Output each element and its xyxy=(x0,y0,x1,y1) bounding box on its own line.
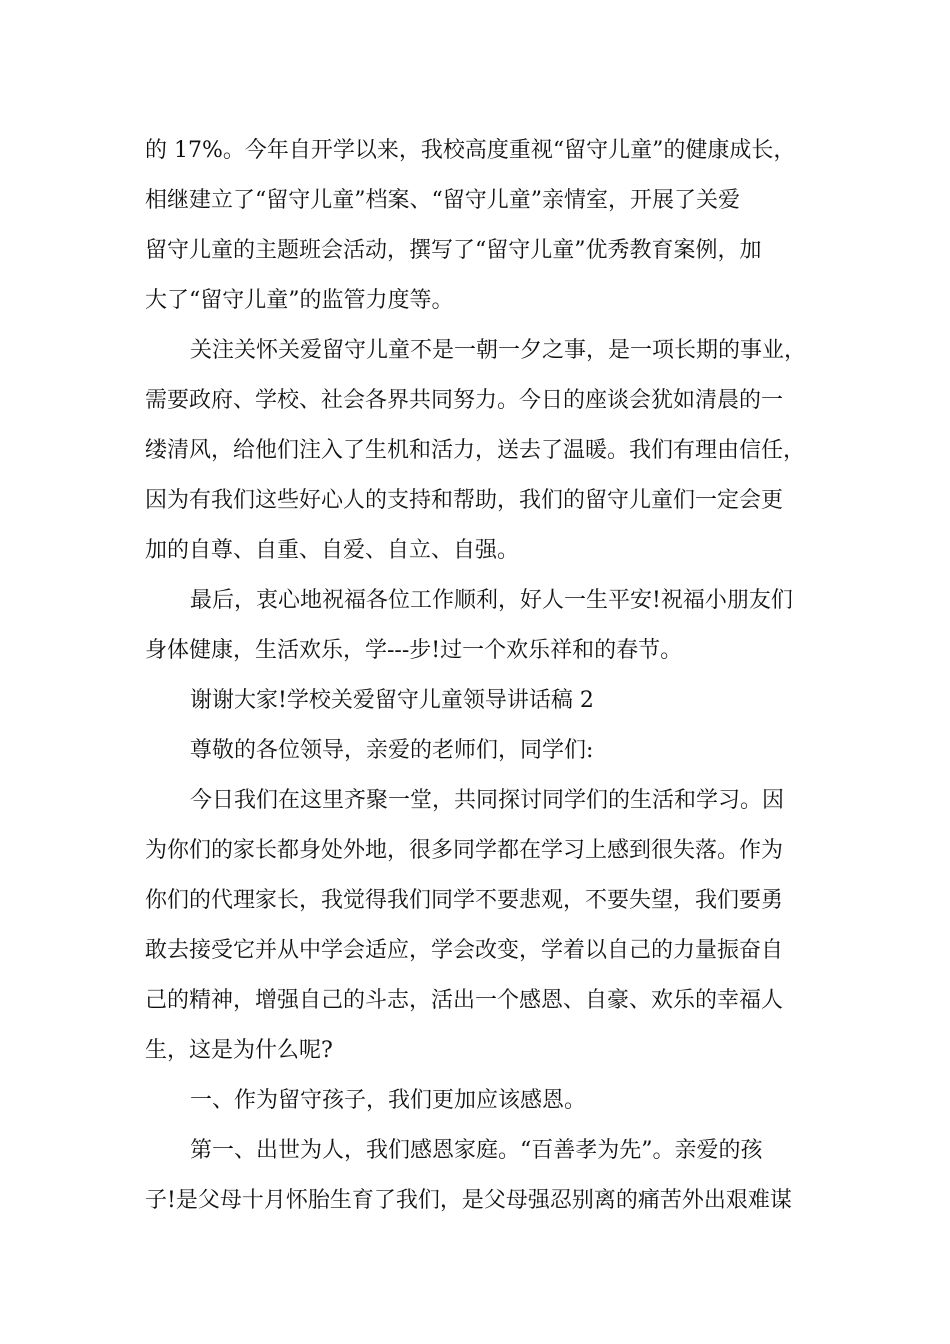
paragraph-2-line-1: 关注关怀关爱留守儿童不是一朝一夕之事，是一项长期的事业， xyxy=(190,338,807,363)
paragraph-4-line-1: 今日我们在这里齐聚一堂，共同探讨同学们的生活和学习。因 xyxy=(190,788,785,813)
closing-title: 谢谢大家!学校关爱留守儿童领导讲话稿 2 xyxy=(190,688,594,713)
paragraph-4-line-2: 为你们的家长都身处外地，很多同学都在学习上感到很失落。作为 xyxy=(145,838,784,863)
paragraph-4-line-5: 己的精神，增强自己的斗志，活出一个感恩、自豪、欢乐的幸福人 xyxy=(145,988,784,1013)
section-heading: 一、作为留守孩子，我们更加应该感恩。 xyxy=(190,1088,587,1113)
paragraph-1-line-4: 大了“留守儿童”的监管力度等。 xyxy=(145,288,454,313)
paragraph-3-line-1: 最后，衷心地祝福各位工作顺利，好人一生平安!祝福小朋友们 xyxy=(190,588,793,613)
paragraph-1-line-2: 相继建立了“留守儿童”档案、“留守儿童”亲情室，开展了关爱 xyxy=(145,188,740,213)
paragraph-2-line-4: 因为有我们这些好心人的支持和帮助，我们的留守儿童们一定会更 xyxy=(145,488,784,513)
paragraph-1-line-1: 的 17%。今年自开学以来，我校高度重视“留守儿童”的健康成长， xyxy=(145,138,796,163)
paragraph-5-line-2: 子!是父母十月怀胎生育了我们，是父母强忍别离的痛苦外出艰难谋 xyxy=(145,1188,792,1213)
paragraph-4-line-6: 生，这是为什么呢? xyxy=(145,1038,333,1063)
paragraph-4-line-3: 你们的代理家长，我觉得我们同学不要悲观，不要失望，我们要勇 xyxy=(145,888,784,913)
paragraph-5-line-1: 第一、出世为人，我们感恩家庭。“百善孝为先”。亲爱的孩 xyxy=(190,1138,763,1163)
paragraph-3-line-2: 身体健康，生活欢乐，学---步!过一个欢乐祥和的春节。 xyxy=(145,638,683,663)
paragraph-1-line-3: 留守儿童的主题班会活动，撰写了“留守儿童”优秀教育案例，加 xyxy=(145,238,762,263)
paragraph-2-line-5: 加的自尊、自重、自爱、自立、自强。 xyxy=(145,538,520,563)
paragraph-4-line-4: 敢去接受它并从中学会适应，学会改变，学着以自己的力量振奋自 xyxy=(145,938,784,963)
salutation: 尊敬的各位领导，亲爱的老师们，同学们: xyxy=(190,738,594,763)
paragraph-2-line-3: 缕清风，给他们注入了生机和活力，送去了温暖。我们有理由信任， xyxy=(145,438,806,463)
paragraph-2-line-2: 需要政府、学校、社会各界共同努力。今日的座谈会犹如清晨的一 xyxy=(145,388,784,413)
